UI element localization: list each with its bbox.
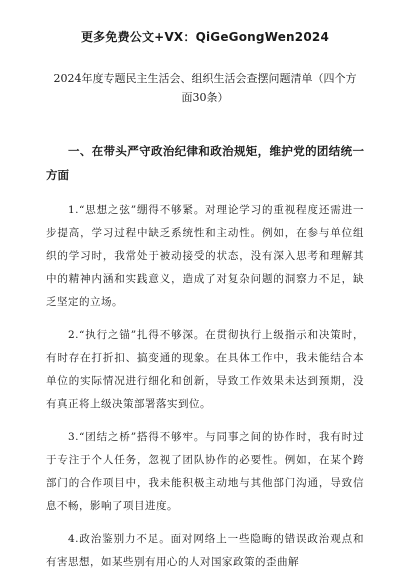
paragraph-1: 1.“思想之弦”绷得不够紧。对理论学习的重视程度还需进一步提高，学习过程中缺乏系统性和主动性。例如，在参与单位组织的学习时，我常处于被动接受的状态，没有深入思考和理解其中的精神内涵和实践意义，造成了对复杂问题的洞察力不足，缺乏坚定的立场。 <box>46 204 364 308</box>
paragraph-3: 3.“团结之桥”搭得不够牢。与同事之间的协作时，我有时过于专注于个人任务，忽视了团队协作的必要性。例如，在某个跨部门的合作项目中，我未能积极主动地与其他部门沟通，导致信息不畅，影响了项目进度。 <box>46 431 364 512</box>
paragraph-4: 4.政治鉴别力不足。面对网络上一些隐晦的错误政治观点和有害思想，如某些别有用心的人对国家政策的歪曲解 <box>46 533 364 568</box>
document-title: 2024年度专题民主生活会、组织生活会查摆问题清单（四个方面30条） <box>53 72 357 104</box>
promo-header: 更多免费公文+VX：QiGeGongWen2024 <box>80 30 329 44</box>
paragraph-2: 2.“执行之锚”扎得不够深。在贯彻执行上级指示和决策时，有时存在打折扣、搞变通的现象。在具体工作中，我未能结合本单位的实际情况进行细化和创新，导致工作效果未达到预期，没有真正将上级决策部署落实到位。 <box>46 329 364 410</box>
section-heading: 一、在带头严守政治纪律和政治规矩，维护党的团结统一方面 <box>46 144 364 182</box>
